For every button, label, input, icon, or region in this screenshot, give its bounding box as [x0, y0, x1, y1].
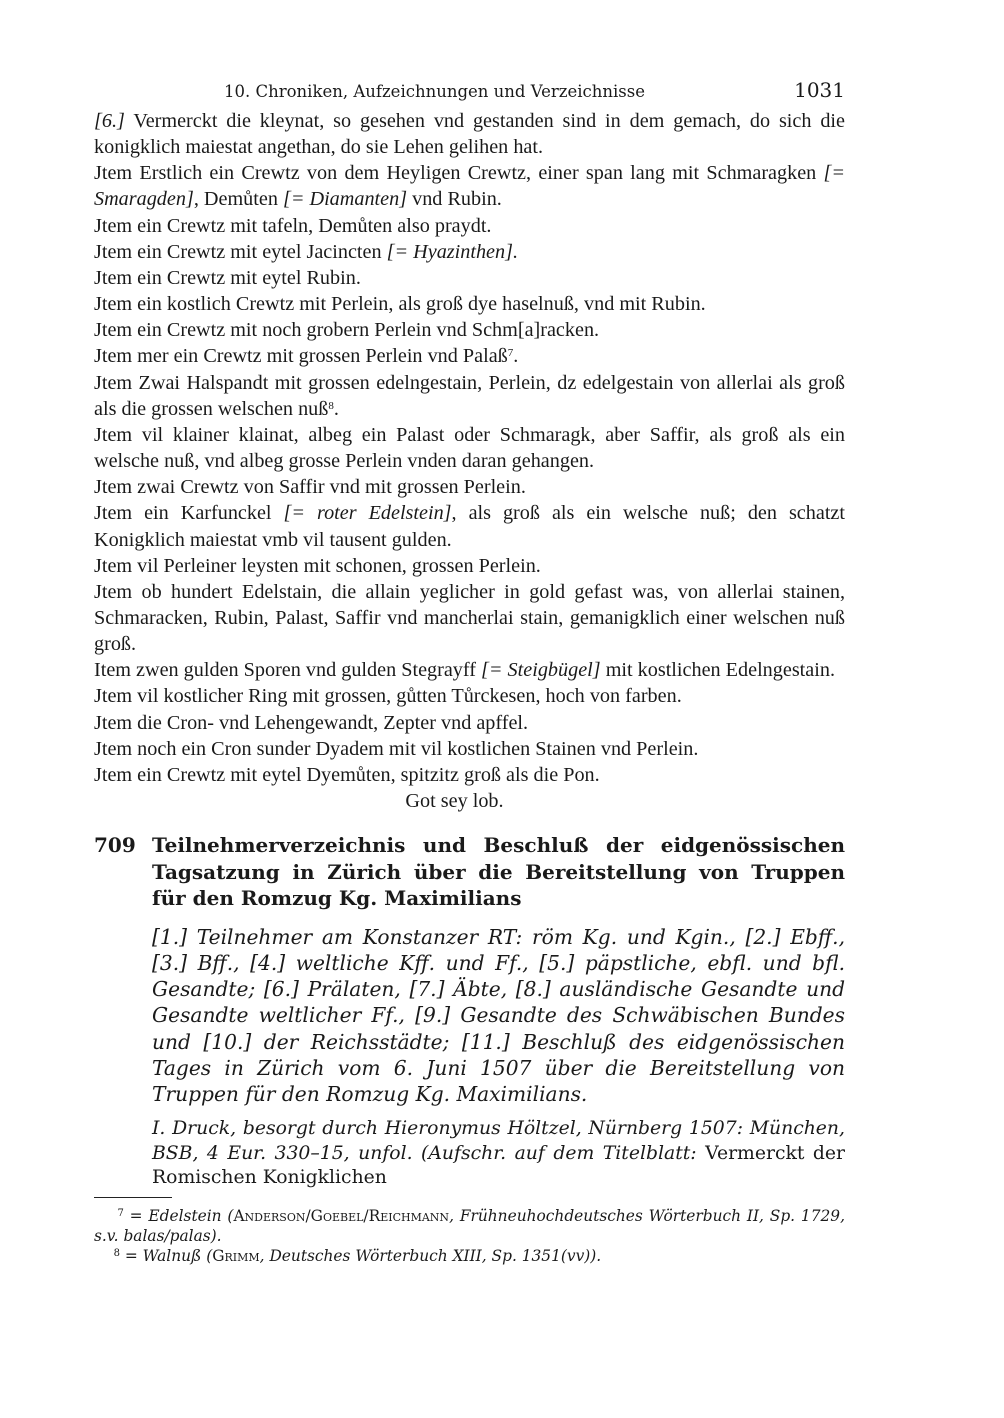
paragraph: [6.] Vermerckt die kleynat, so gesehen vnd gestanden sind in dem gemach, do sich die konigklich maiestat angethan, do sie Lehen gelihen hat.: [94, 110, 845, 159]
paragraph: Jtem Erstlich ein Crewtz von dem Heyligen Crewtz, einer span lang mit Schmaragken [= Smaragden], Demůten [= Diamanten] vnd Rubin.: [94, 162, 845, 211]
paragraph: Jtem ein Crewtz mit tafeln, Demůten also praydt.: [94, 214, 492, 237]
paragraph: Jtem ein Crewtz mit eytel Dyemůten, spitzitz groß als die Pon.: [94, 763, 600, 786]
paragraph: Jtem vil Perleiner leysten mit schonen, grossen Perlein.: [94, 554, 541, 577]
footnote: $^7$ = Edelstein (Anderson/Goebel/Reichmann, Frühneuhochdeutsches Wörterbuch II, Sp. 1729, s.v. balas/palas).: [94, 1206, 845, 1245]
paragraph: Jtem ein kostlich Crewtz mit Perlein, als groß dye haselnuß, vnd mit Rubin.: [94, 293, 706, 316]
section-title: Teilnehmerverzeichnis und Beschluß der eidgenössischen Tagsatzung in Zürich über die Bereitstellung von Truppen für den Romzug Kg. Maximilians: [152, 833, 845, 911]
paragraph: Jtem ein Crewtz mit noch grobern Perlein vnd Schm[a]racken.: [94, 319, 600, 342]
paragraph: Jtem vil klainer klainat, albeg ein Palast oder Schmaragk, aber Saffir, als groß als ein welsche nuß, vnd albeg grosse Perlein vnden daran gehangen.: [94, 423, 845, 473]
section-heading: [94, 832, 845, 912]
source-note: I. Druck, besorgt durch Hieronymus Höltzel, Nürnberg 1507: München, BSB, 4 Eur. 330–15, unfol. (Aufschr. auf dem Titelblatt: Vermerckt der Romischen Konigklichen: [152, 1118, 845, 1189]
page-number: 1031: [794, 78, 845, 102]
paragraph: Jtem zwai Crewtz von Saffir vnd mit grossen Perlein.: [94, 476, 526, 499]
section-number: 709: [94, 833, 136, 858]
running-header: [94, 78, 845, 108]
footnote-ref: 8: [328, 399, 334, 412]
footnote-divider: [94, 1197, 172, 1198]
closing-line: Got sey lob.: [405, 790, 504, 813]
paragraph: Jtem Zwai Halspandt mit grossen edelngestain, Perlein, dz edelgestain von allerlai als groß als die grossen welschen nuß$^8$.: [94, 371, 845, 420]
paragraph: Item zwen gulden Sporen vnd gulden Stegrayff [= Steigbügel] mit kostlichen Edelngestain.: [94, 659, 835, 682]
footnote-ref: 7: [507, 347, 514, 360]
paragraph: Jtem ein Crewtz mit eytel Jacincten [= Hyazinthen].: [94, 240, 519, 263]
paragraph: Jtem die Cron- vnd Lehengewandt, Zepter vnd apffel.: [94, 711, 529, 734]
page: [94, 78, 845, 1266]
paragraph: Jtem mer ein Crewtz mit grossen Perlein vnd Palaß$^7$.: [94, 345, 519, 368]
inventory-text: [94, 108, 845, 814]
paragraph: Jtem vil kostlicher Ring mit grossen, gůtten Tůrckesen, hoch von farben.: [94, 685, 682, 708]
footnote: $^8$ = Walnuß (Grimm, Deutsches Wörterbuch XIII, Sp. 1351(vv)).: [113, 1246, 602, 1265]
paragraph: Jtem ob hundert Edelstain, die allain yeglicher in gold gefast was, von allerlai stainen, Schmaracken, Rubin, Palast, Saffir vnd mancherlai stain, gemanigklich einer welschen nuß groß.: [94, 580, 845, 656]
footnotes: [94, 1206, 845, 1266]
header-title: 10. Chroniken, Aufzeichnungen und Verzeichnisse: [224, 82, 645, 101]
paragraph: Jtem ein Crewtz mit eytel Rubin.: [94, 266, 361, 289]
regest: [1.] Teilnehmer am Konstanzer RT: röm Kg. und Kgin., [2.] Ebff., [3.] Bff., [4.] weltliche Kff. und Ff., [5.] päpstliche, ebfl. und bfl. Gesandte; [6.] Prälaten, [7.] Äbte, [8.] ausländische Gesandte und Gesandte weltlicher Ff., [9.] Gesandte des Schwäbischen Bundes und [10.] der Reichsstädte; [11.] Beschluß des eidgenössischen Tages in Zürich vom 6. Juni 1507 über die Bereitstellung von Truppen für den Romzug Kg. Maximilians.: [152, 924, 845, 1106]
paragraph: Jtem ein Karfunckel [= roter Edelstein], als groß als ein welsche nuß; den schatzt Konigklich maiestat vmb vil tausent gulden.: [94, 502, 845, 551]
paragraph: Jtem noch ein Cron sunder Dyadem mit vil kostlichen Stainen vnd Perlein.: [94, 737, 699, 760]
